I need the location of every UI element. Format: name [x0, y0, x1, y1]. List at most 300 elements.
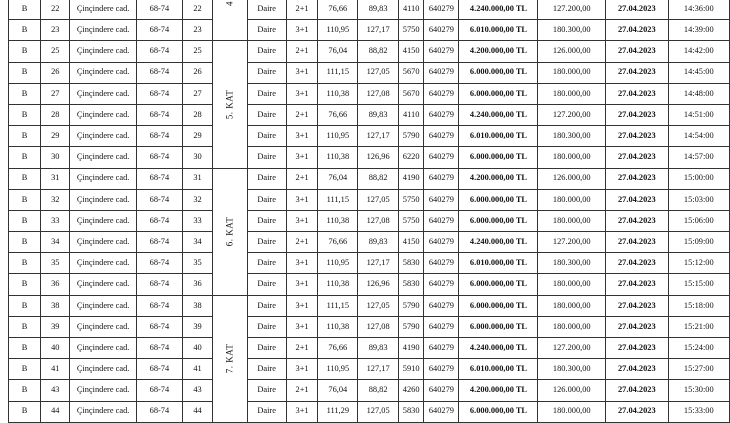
date-cell: 27.04.2023 [606, 253, 669, 274]
price-cell: 6.010.000,00 TL [459, 253, 538, 274]
time-cell: 14:57:00 [668, 147, 729, 168]
code-cell: 5830 [398, 401, 423, 422]
time-cell: 15:24:00 [668, 338, 729, 359]
island-code-cell: 640279 [424, 126, 459, 147]
date-cell: 27.04.2023 [606, 338, 669, 359]
code-cell: 5750 [398, 210, 423, 231]
price-cell: 6.000.000,00 TL [459, 83, 538, 104]
deposit-cell: 180.000,00 [538, 147, 606, 168]
island-code-cell: 640279 [424, 338, 459, 359]
time-cell: 14:45:00 [668, 62, 729, 83]
gross-area-cell: 89,83 [358, 0, 399, 20]
date-cell: 27.04.2023 [606, 62, 669, 83]
deposit-cell: 127.200,00 [538, 104, 606, 125]
street-cell: Çinçindere cad. [70, 62, 136, 83]
street-cell: Çinçindere cad. [70, 401, 136, 422]
island-code-cell: 640279 [424, 232, 459, 253]
price-cell: 6.000.000,00 TL [459, 316, 538, 337]
code-cell: 5750 [398, 20, 423, 41]
net-area-cell: 111,15 [318, 295, 358, 316]
price-cell: 6.000.000,00 TL [459, 62, 538, 83]
date-cell: 27.04.2023 [606, 189, 669, 210]
table-row [9, 168, 730, 189]
island-code-cell: 640279 [424, 83, 459, 104]
table-row [9, 232, 730, 253]
unit-type-cell: Daire [247, 380, 286, 401]
parcel-cell: 68-74 [136, 104, 182, 125]
table-body [9, 0, 730, 422]
unit-type-cell: Daire [247, 189, 286, 210]
door-number-cell: 28 [182, 104, 212, 125]
time-cell: 14:39:00 [668, 20, 729, 41]
parcel-cell: 68-74 [136, 83, 182, 104]
deposit-cell: 180.000,00 [538, 295, 606, 316]
parcel-cell: 68-74 [136, 168, 182, 189]
time-cell: 14:54:00 [668, 126, 729, 147]
block-cell: B [9, 189, 41, 210]
unit-type-cell: Daire [247, 210, 286, 231]
unit-number-cell: 29 [41, 126, 70, 147]
street-cell: Çinçindere cad. [70, 168, 136, 189]
block-cell: B [9, 253, 41, 274]
gross-area-cell: 89,83 [358, 338, 399, 359]
code-cell: 5910 [398, 359, 423, 380]
parcel-cell: 68-74 [136, 210, 182, 231]
price-cell: 6.000.000,00 TL [459, 147, 538, 168]
time-cell: 15:18:00 [668, 295, 729, 316]
time-cell: 15:03:00 [668, 189, 729, 210]
unit-number-cell: 27 [41, 83, 70, 104]
gross-area-cell: 88,82 [358, 380, 399, 401]
rooms-cell: 2+1 [286, 232, 318, 253]
date-cell: 27.04.2023 [606, 20, 669, 41]
door-number-cell: 36 [182, 274, 212, 295]
door-number-cell: 32 [182, 189, 212, 210]
unit-number-cell: 30 [41, 147, 70, 168]
block-cell: B [9, 104, 41, 125]
gross-area-cell: 127,08 [358, 316, 399, 337]
block-cell: B [9, 380, 41, 401]
deposit-cell: 127.200,00 [538, 232, 606, 253]
block-cell: B [9, 41, 41, 62]
door-number-cell: 44 [182, 401, 212, 422]
code-cell: 5670 [398, 83, 423, 104]
island-code-cell: 640279 [424, 189, 459, 210]
unit-number-cell: 23 [41, 20, 70, 41]
date-cell: 27.04.2023 [606, 210, 669, 231]
door-number-cell: 29 [182, 126, 212, 147]
block-cell: B [9, 401, 41, 422]
net-area-cell: 76,66 [318, 338, 358, 359]
code-cell: 4190 [398, 338, 423, 359]
rooms-cell: 3+1 [286, 359, 318, 380]
table-row [9, 0, 730, 20]
rooms-cell: 2+1 [286, 0, 318, 20]
unit-number-cell: 41 [41, 359, 70, 380]
net-area-cell: 76,04 [318, 168, 358, 189]
net-area-cell: 111,29 [318, 401, 358, 422]
parcel-cell: 68-74 [136, 274, 182, 295]
door-number-cell: 34 [182, 232, 212, 253]
street-cell: Çinçindere cad. [70, 0, 136, 20]
island-code-cell: 640279 [424, 380, 459, 401]
code-cell: 5830 [398, 274, 423, 295]
date-cell: 27.04.2023 [606, 380, 669, 401]
gross-area-cell: 127,05 [358, 189, 399, 210]
door-number-cell: 39 [182, 316, 212, 337]
gross-area-cell: 127,05 [358, 295, 399, 316]
parcel-cell: 68-74 [136, 0, 182, 20]
table-row [9, 62, 730, 83]
price-cell: 4.240.000,00 TL [459, 0, 538, 20]
street-cell: Çinçindere cad. [70, 295, 136, 316]
deposit-cell: 126.000,00 [538, 41, 606, 62]
deposit-cell: 180.000,00 [538, 401, 606, 422]
price-cell: 4.240.000,00 TL [459, 232, 538, 253]
rooms-cell: 3+1 [286, 316, 318, 337]
time-cell: 14:48:00 [668, 83, 729, 104]
island-code-cell: 640279 [424, 0, 459, 20]
table-row [9, 147, 730, 168]
rooms-cell: 2+1 [286, 380, 318, 401]
price-cell: 6.000.000,00 TL [459, 401, 538, 422]
unit-number-cell: 43 [41, 380, 70, 401]
island-code-cell: 640279 [424, 253, 459, 274]
block-cell: B [9, 232, 41, 253]
price-cell: 6.010.000,00 TL [459, 359, 538, 380]
door-number-cell: 30 [182, 147, 212, 168]
street-cell: Çinçindere cad. [70, 232, 136, 253]
deposit-cell: 180.300,00 [538, 253, 606, 274]
date-cell: 27.04.2023 [606, 232, 669, 253]
rooms-cell: 3+1 [286, 62, 318, 83]
street-cell: Çinçindere cad. [70, 359, 136, 380]
deposit-cell: 127.200,00 [538, 0, 606, 20]
code-cell: 4110 [398, 104, 423, 125]
floor-label: 5. KAT [224, 89, 235, 120]
gross-area-cell: 127,05 [358, 62, 399, 83]
parcel-cell: 68-74 [136, 338, 182, 359]
price-cell: 4.200.000,00 TL [459, 168, 538, 189]
rooms-cell: 3+1 [286, 20, 318, 41]
apartment-sale-table [8, 0, 730, 423]
parcel-cell: 68-74 [136, 189, 182, 210]
table-row [9, 104, 730, 125]
net-area-cell: 76,66 [318, 0, 358, 20]
floor-label: 7. KAT [224, 343, 235, 374]
net-area-cell: 110,95 [318, 359, 358, 380]
table-row [9, 380, 730, 401]
code-cell: 5830 [398, 253, 423, 274]
unit-type-cell: Daire [247, 359, 286, 380]
rooms-cell: 2+1 [286, 41, 318, 62]
floor-label: 4 [224, 1, 235, 6]
gross-area-cell: 126,96 [358, 274, 399, 295]
time-cell: 15:09:00 [668, 232, 729, 253]
date-cell: 27.04.2023 [606, 126, 669, 147]
table-row [9, 338, 730, 359]
street-cell: Çinçindere cad. [70, 189, 136, 210]
unit-number-cell: 25 [41, 41, 70, 62]
unit-type-cell: Daire [247, 20, 286, 41]
unit-number-cell: 36 [41, 274, 70, 295]
net-area-cell: 76,04 [318, 41, 358, 62]
code-cell: 5670 [398, 62, 423, 83]
net-area-cell: 110,38 [318, 274, 358, 295]
unit-number-cell: 22 [41, 0, 70, 20]
date-cell: 27.04.2023 [606, 147, 669, 168]
door-number-cell: 31 [182, 168, 212, 189]
parcel-cell: 68-74 [136, 147, 182, 168]
gross-area-cell: 127,17 [358, 253, 399, 274]
unit-number-cell: 28 [41, 104, 70, 125]
price-cell: 4.240.000,00 TL [459, 338, 538, 359]
rooms-cell: 3+1 [286, 147, 318, 168]
time-cell: 15:21:00 [668, 316, 729, 337]
net-area-cell: 110,95 [318, 126, 358, 147]
time-cell: 15:15:00 [668, 274, 729, 295]
door-number-cell: 40 [182, 338, 212, 359]
rooms-cell: 3+1 [286, 126, 318, 147]
block-cell: B [9, 295, 41, 316]
door-number-cell: 23 [182, 20, 212, 41]
parcel-cell: 68-74 [136, 232, 182, 253]
net-area-cell: 110,38 [318, 83, 358, 104]
island-code-cell: 640279 [424, 274, 459, 295]
date-cell: 27.04.2023 [606, 104, 669, 125]
price-cell: 6.000.000,00 TL [459, 210, 538, 231]
deposit-cell: 180.000,00 [538, 210, 606, 231]
net-area-cell: 76,66 [318, 104, 358, 125]
net-area-cell: 76,66 [318, 232, 358, 253]
island-code-cell: 640279 [424, 20, 459, 41]
table-row [9, 41, 730, 62]
rooms-cell: 3+1 [286, 401, 318, 422]
street-cell: Çinçindere cad. [70, 380, 136, 401]
date-cell: 27.04.2023 [606, 401, 669, 422]
rooms-cell: 2+1 [286, 104, 318, 125]
code-cell: 5790 [398, 316, 423, 337]
street-cell: Çinçindere cad. [70, 83, 136, 104]
door-number-cell: 27 [182, 83, 212, 104]
code-cell: 4110 [398, 0, 423, 20]
unit-type-cell: Daire [247, 41, 286, 62]
island-code-cell: 640279 [424, 147, 459, 168]
floor-group-cell [213, 295, 248, 422]
code-cell: 4150 [398, 41, 423, 62]
island-code-cell: 640279 [424, 168, 459, 189]
door-number-cell: 26 [182, 62, 212, 83]
deposit-cell: 126.000,00 [538, 168, 606, 189]
gross-area-cell: 89,83 [358, 232, 399, 253]
parcel-cell: 68-74 [136, 126, 182, 147]
time-cell: 15:06:00 [668, 210, 729, 231]
unit-number-cell: 40 [41, 338, 70, 359]
parcel-cell: 68-74 [136, 401, 182, 422]
time-cell: 15:33:00 [668, 401, 729, 422]
unit-type-cell: Daire [247, 295, 286, 316]
price-cell: 4.200.000,00 TL [459, 41, 538, 62]
deposit-cell: 180.300,00 [538, 126, 606, 147]
unit-number-cell: 31 [41, 168, 70, 189]
deposit-cell: 180.000,00 [538, 274, 606, 295]
street-cell: Çinçindere cad. [70, 104, 136, 125]
door-number-cell: 43 [182, 380, 212, 401]
island-code-cell: 640279 [424, 401, 459, 422]
parcel-cell: 68-74 [136, 253, 182, 274]
island-code-cell: 640279 [424, 359, 459, 380]
deposit-cell: 180.300,00 [538, 359, 606, 380]
street-cell: Çinçindere cad. [70, 253, 136, 274]
table-row [9, 401, 730, 422]
table-row [9, 316, 730, 337]
date-cell: 27.04.2023 [606, 0, 669, 20]
price-cell: 6.010.000,00 TL [459, 20, 538, 41]
deposit-cell: 180.000,00 [538, 316, 606, 337]
unit-number-cell: 39 [41, 316, 70, 337]
unit-type-cell: Daire [247, 401, 286, 422]
net-area-cell: 110,38 [318, 147, 358, 168]
parcel-cell: 68-74 [136, 359, 182, 380]
rooms-cell: 2+1 [286, 338, 318, 359]
door-number-cell: 22 [182, 0, 212, 20]
price-cell: 4.240.000,00 TL [459, 104, 538, 125]
door-number-cell: 41 [182, 359, 212, 380]
block-cell: B [9, 62, 41, 83]
deposit-cell: 180.000,00 [538, 83, 606, 104]
rooms-cell: 3+1 [286, 295, 318, 316]
block-cell: B [9, 274, 41, 295]
gross-area-cell: 127,17 [358, 126, 399, 147]
code-cell: 5790 [398, 295, 423, 316]
date-cell: 27.04.2023 [606, 41, 669, 62]
street-cell: Çinçindere cad. [70, 338, 136, 359]
rooms-cell: 3+1 [286, 83, 318, 104]
rooms-cell: 3+1 [286, 274, 318, 295]
net-area-cell: 110,38 [318, 210, 358, 231]
street-cell: Çinçindere cad. [70, 274, 136, 295]
unit-type-cell: Daire [247, 316, 286, 337]
block-cell: B [9, 20, 41, 41]
table-row [9, 359, 730, 380]
net-area-cell: 76,04 [318, 380, 358, 401]
street-cell: Çinçindere cad. [70, 147, 136, 168]
unit-number-cell: 32 [41, 189, 70, 210]
date-cell: 27.04.2023 [606, 274, 669, 295]
deposit-cell: 180.000,00 [538, 62, 606, 83]
parcel-cell: 68-74 [136, 41, 182, 62]
code-cell: 4260 [398, 380, 423, 401]
net-area-cell: 110,95 [318, 20, 358, 41]
block-cell: B [9, 0, 41, 20]
date-cell: 27.04.2023 [606, 83, 669, 104]
net-area-cell: 110,95 [318, 253, 358, 274]
time-cell: 15:12:00 [668, 253, 729, 274]
date-cell: 27.04.2023 [606, 295, 669, 316]
unit-number-cell: 35 [41, 253, 70, 274]
table-row [9, 295, 730, 316]
table-row [9, 126, 730, 147]
gross-area-cell: 89,83 [358, 104, 399, 125]
table-row [9, 189, 730, 210]
gross-area-cell: 88,82 [358, 168, 399, 189]
unit-type-cell: Daire [247, 338, 286, 359]
rooms-cell: 3+1 [286, 189, 318, 210]
block-cell: B [9, 210, 41, 231]
date-cell: 27.04.2023 [606, 359, 669, 380]
street-cell: Çinçindere cad. [70, 20, 136, 41]
unit-type-cell: Daire [247, 62, 286, 83]
time-cell: 15:27:00 [668, 359, 729, 380]
gross-area-cell: 127,17 [358, 20, 399, 41]
floor-group-cell [213, 0, 248, 41]
door-number-cell: 33 [182, 210, 212, 231]
table-row [9, 83, 730, 104]
parcel-cell: 68-74 [136, 316, 182, 337]
price-cell: 6.010.000,00 TL [459, 126, 538, 147]
street-cell: Çinçindere cad. [70, 41, 136, 62]
date-cell: 27.04.2023 [606, 316, 669, 337]
floor-label: 6. KAT [224, 216, 235, 247]
unit-type-cell: Daire [247, 83, 286, 104]
price-cell: 6.000.000,00 TL [459, 295, 538, 316]
unit-type-cell: Daire [247, 168, 286, 189]
unit-type-cell: Daire [247, 104, 286, 125]
unit-type-cell: Daire [247, 126, 286, 147]
deposit-cell: 126.000,00 [538, 380, 606, 401]
deposit-cell: 180.300,00 [538, 20, 606, 41]
time-cell: 14:42:00 [668, 41, 729, 62]
door-number-cell: 25 [182, 41, 212, 62]
island-code-cell: 640279 [424, 41, 459, 62]
floor-group-cell [213, 41, 248, 168]
time-cell: 15:00:00 [668, 168, 729, 189]
net-area-cell: 111,15 [318, 62, 358, 83]
unit-type-cell: Daire [247, 253, 286, 274]
parcel-cell: 68-74 [136, 20, 182, 41]
unit-number-cell: 38 [41, 295, 70, 316]
net-area-cell: 110,38 [318, 316, 358, 337]
block-cell: B [9, 316, 41, 337]
door-number-cell: 38 [182, 295, 212, 316]
parcel-cell: 68-74 [136, 62, 182, 83]
door-number-cell: 35 [182, 253, 212, 274]
rooms-cell: 3+1 [286, 253, 318, 274]
gross-area-cell: 127,08 [358, 210, 399, 231]
price-cell: 4.200.000,00 TL [459, 380, 538, 401]
table-row [9, 20, 730, 41]
gross-area-cell: 88,82 [358, 41, 399, 62]
gross-area-cell: 127,08 [358, 83, 399, 104]
price-cell: 6.000.000,00 TL [459, 274, 538, 295]
time-cell: 14:36:00 [668, 0, 729, 20]
code-cell: 6220 [398, 147, 423, 168]
parcel-cell: 68-74 [136, 380, 182, 401]
rooms-cell: 2+1 [286, 168, 318, 189]
unit-number-cell: 44 [41, 401, 70, 422]
table-row [9, 253, 730, 274]
unit-type-cell: Daire [247, 274, 286, 295]
net-area-cell: 111,15 [318, 189, 358, 210]
time-cell: 14:51:00 [668, 104, 729, 125]
block-cell: B [9, 168, 41, 189]
table-row [9, 210, 730, 231]
block-cell: B [9, 126, 41, 147]
gross-area-cell: 127,17 [358, 359, 399, 380]
island-code-cell: 640279 [424, 210, 459, 231]
date-cell: 27.04.2023 [606, 168, 669, 189]
rooms-cell: 3+1 [286, 210, 318, 231]
